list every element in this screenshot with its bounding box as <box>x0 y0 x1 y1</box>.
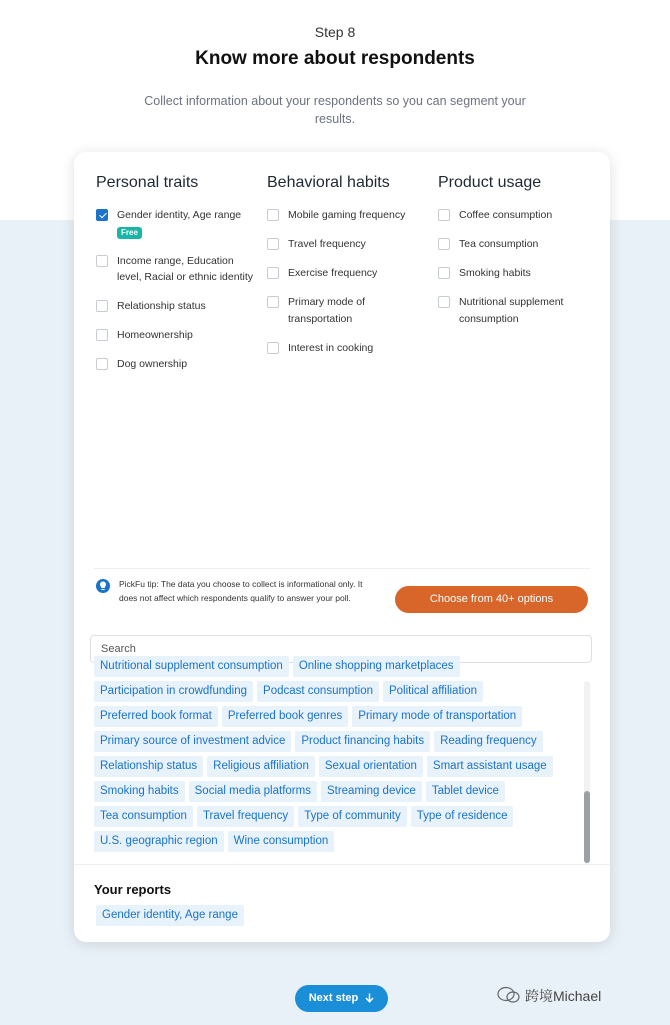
checkbox[interactable] <box>438 209 450 221</box>
checkbox[interactable] <box>96 329 108 341</box>
option-tag[interactable]: Social media platforms <box>189 781 317 802</box>
option-nutritional-supplement[interactable] <box>438 294 603 327</box>
step-label: Step 8 <box>314 24 356 40</box>
checkbox[interactable] <box>96 358 108 370</box>
checkbox[interactable] <box>267 209 279 221</box>
column-title: Personal traits <box>96 174 199 191</box>
option-tag[interactable]: Primary source of investment advice <box>94 731 291 752</box>
option-tag[interactable]: Primary mode of transportation <box>352 706 522 727</box>
option-label: Tea consumption <box>459 238 539 250</box>
checkbox[interactable] <box>438 238 450 250</box>
checkbox[interactable] <box>96 255 108 267</box>
option-label: Travel frequency <box>288 238 366 250</box>
option-tag[interactable]: Nutritional supplement consumption <box>94 656 289 677</box>
option-tag[interactable]: Smoking habits <box>94 781 185 802</box>
option-tea-consumption[interactable] <box>438 236 603 253</box>
watermark-text: 跨境Michael <box>525 988 602 1004</box>
checkbox[interactable] <box>267 267 279 279</box>
option-exercise-frequency[interactable] <box>267 265 432 282</box>
column-behavioral-habits <box>267 174 432 369</box>
scrollbar-thumb[interactable] <box>584 791 590 863</box>
option-tag[interactable]: Preferred book genres <box>222 706 348 727</box>
lightbulb-icon <box>96 579 110 593</box>
option-label: Interest in cooking <box>288 341 374 354</box>
option-homeownership[interactable] <box>96 327 261 344</box>
checkbox[interactable] <box>96 300 108 312</box>
option-tag[interactable]: Participation in crowdfunding <box>94 681 253 702</box>
column-product-usage <box>438 174 603 340</box>
pickfu-tip <box>96 578 381 605</box>
arrow-down-icon <box>365 993 374 1003</box>
your-reports-title: Your reports <box>94 882 172 897</box>
option-label: Dog ownership <box>117 358 188 370</box>
checkbox[interactable] <box>267 342 279 354</box>
reports-tag-list <box>96 905 248 930</box>
option-tag[interactable]: Tea consumption <box>94 806 193 827</box>
option-tag[interactable]: Relationship status <box>94 756 203 777</box>
option-tag[interactable]: Smart assistant usage <box>427 756 553 777</box>
option-transportation-mode[interactable] <box>267 294 432 327</box>
option-smoking-habits[interactable] <box>438 265 603 282</box>
choose-more-options-button[interactable]: Choose from 40+ options <box>395 586 588 613</box>
option-label: Mobile gaming frequency <box>288 209 406 221</box>
option-label: Relationship status <box>117 300 206 312</box>
option-tag[interactable]: Type of community <box>298 806 407 827</box>
checkbox-checked[interactable] <box>96 209 108 221</box>
column-title: Product usage <box>438 174 542 191</box>
option-coffee-consumption[interactable] <box>438 207 603 224</box>
option-label: Primary mode of transportation <box>288 296 366 325</box>
tags-scrollbar[interactable] <box>584 681 590 864</box>
option-travel-frequency[interactable] <box>267 236 432 253</box>
report-tag[interactable]: Gender identity, Age range <box>96 905 244 926</box>
option-tag[interactable]: Political affiliation <box>383 681 483 702</box>
free-badge: Free <box>117 227 142 239</box>
option-tag[interactable]: Type of residence <box>411 806 514 827</box>
option-interest-cooking[interactable] <box>267 340 432 357</box>
option-tag[interactable]: Streaming device <box>321 781 422 802</box>
option-label: Gender identity, Age range <box>117 209 242 221</box>
option-tag[interactable]: Wine consumption <box>228 831 335 852</box>
column-personal-traits <box>96 174 261 385</box>
option-tag[interactable]: Product financing habits <box>295 731 430 752</box>
option-dog-ownership[interactable] <box>96 356 261 373</box>
option-gender-age[interactable] <box>96 207 261 240</box>
option-label: Income range, Education level, Racial or ethnic identity <box>117 254 253 283</box>
tip-text: PickFu tip: The data you choose to collect is informational only. It does not affect which respondents qualify to answer your poll. <box>119 579 363 603</box>
watermark <box>525 986 601 1006</box>
option-tag[interactable]: Online shopping marketplaces <box>293 656 460 677</box>
option-label: Nutritional supplement consumption <box>459 296 564 325</box>
option-tag[interactable]: Travel frequency <box>197 806 294 827</box>
option-tag[interactable]: Podcast consumption <box>257 681 379 702</box>
option-label: Exercise frequency <box>288 267 378 279</box>
option-income-education[interactable] <box>96 253 261 286</box>
option-tag[interactable]: Religious affiliation <box>207 756 315 777</box>
section-divider <box>94 568 590 569</box>
options-tag-list <box>94 660 584 863</box>
wechat-icon <box>497 986 521 1004</box>
next-step-label: Next step <box>308 992 359 1004</box>
option-tag[interactable]: Tablet device <box>426 781 505 802</box>
respondent-info-card <box>74 152 610 942</box>
page-subtitle: Collect information about your respondents so you can segment your results. <box>144 94 526 126</box>
option-tag[interactable]: Reading frequency <box>434 731 543 752</box>
column-title: Behavioral habits <box>267 174 390 191</box>
option-label: Smoking habits <box>459 267 531 279</box>
tags-container <box>94 656 574 856</box>
checkbox[interactable] <box>438 296 450 308</box>
option-relationship-status[interactable] <box>96 298 261 315</box>
option-label: Coffee consumption <box>459 209 553 221</box>
page-title: Know more about respondents <box>195 48 475 69</box>
option-label: Homeownership <box>117 329 193 341</box>
checkbox[interactable] <box>438 267 450 279</box>
checkbox[interactable] <box>267 296 279 308</box>
next-step-button[interactable] <box>295 985 388 1012</box>
option-tag[interactable]: Sexual orientation <box>319 756 423 777</box>
option-mobile-gaming[interactable] <box>267 207 432 224</box>
option-tag[interactable]: Preferred book format <box>94 706 218 727</box>
option-tag[interactable]: U.S. geographic region <box>94 831 224 852</box>
reports-divider <box>74 864 610 865</box>
checkbox[interactable] <box>267 238 279 250</box>
search-input[interactable]: Search <box>90 635 592 663</box>
